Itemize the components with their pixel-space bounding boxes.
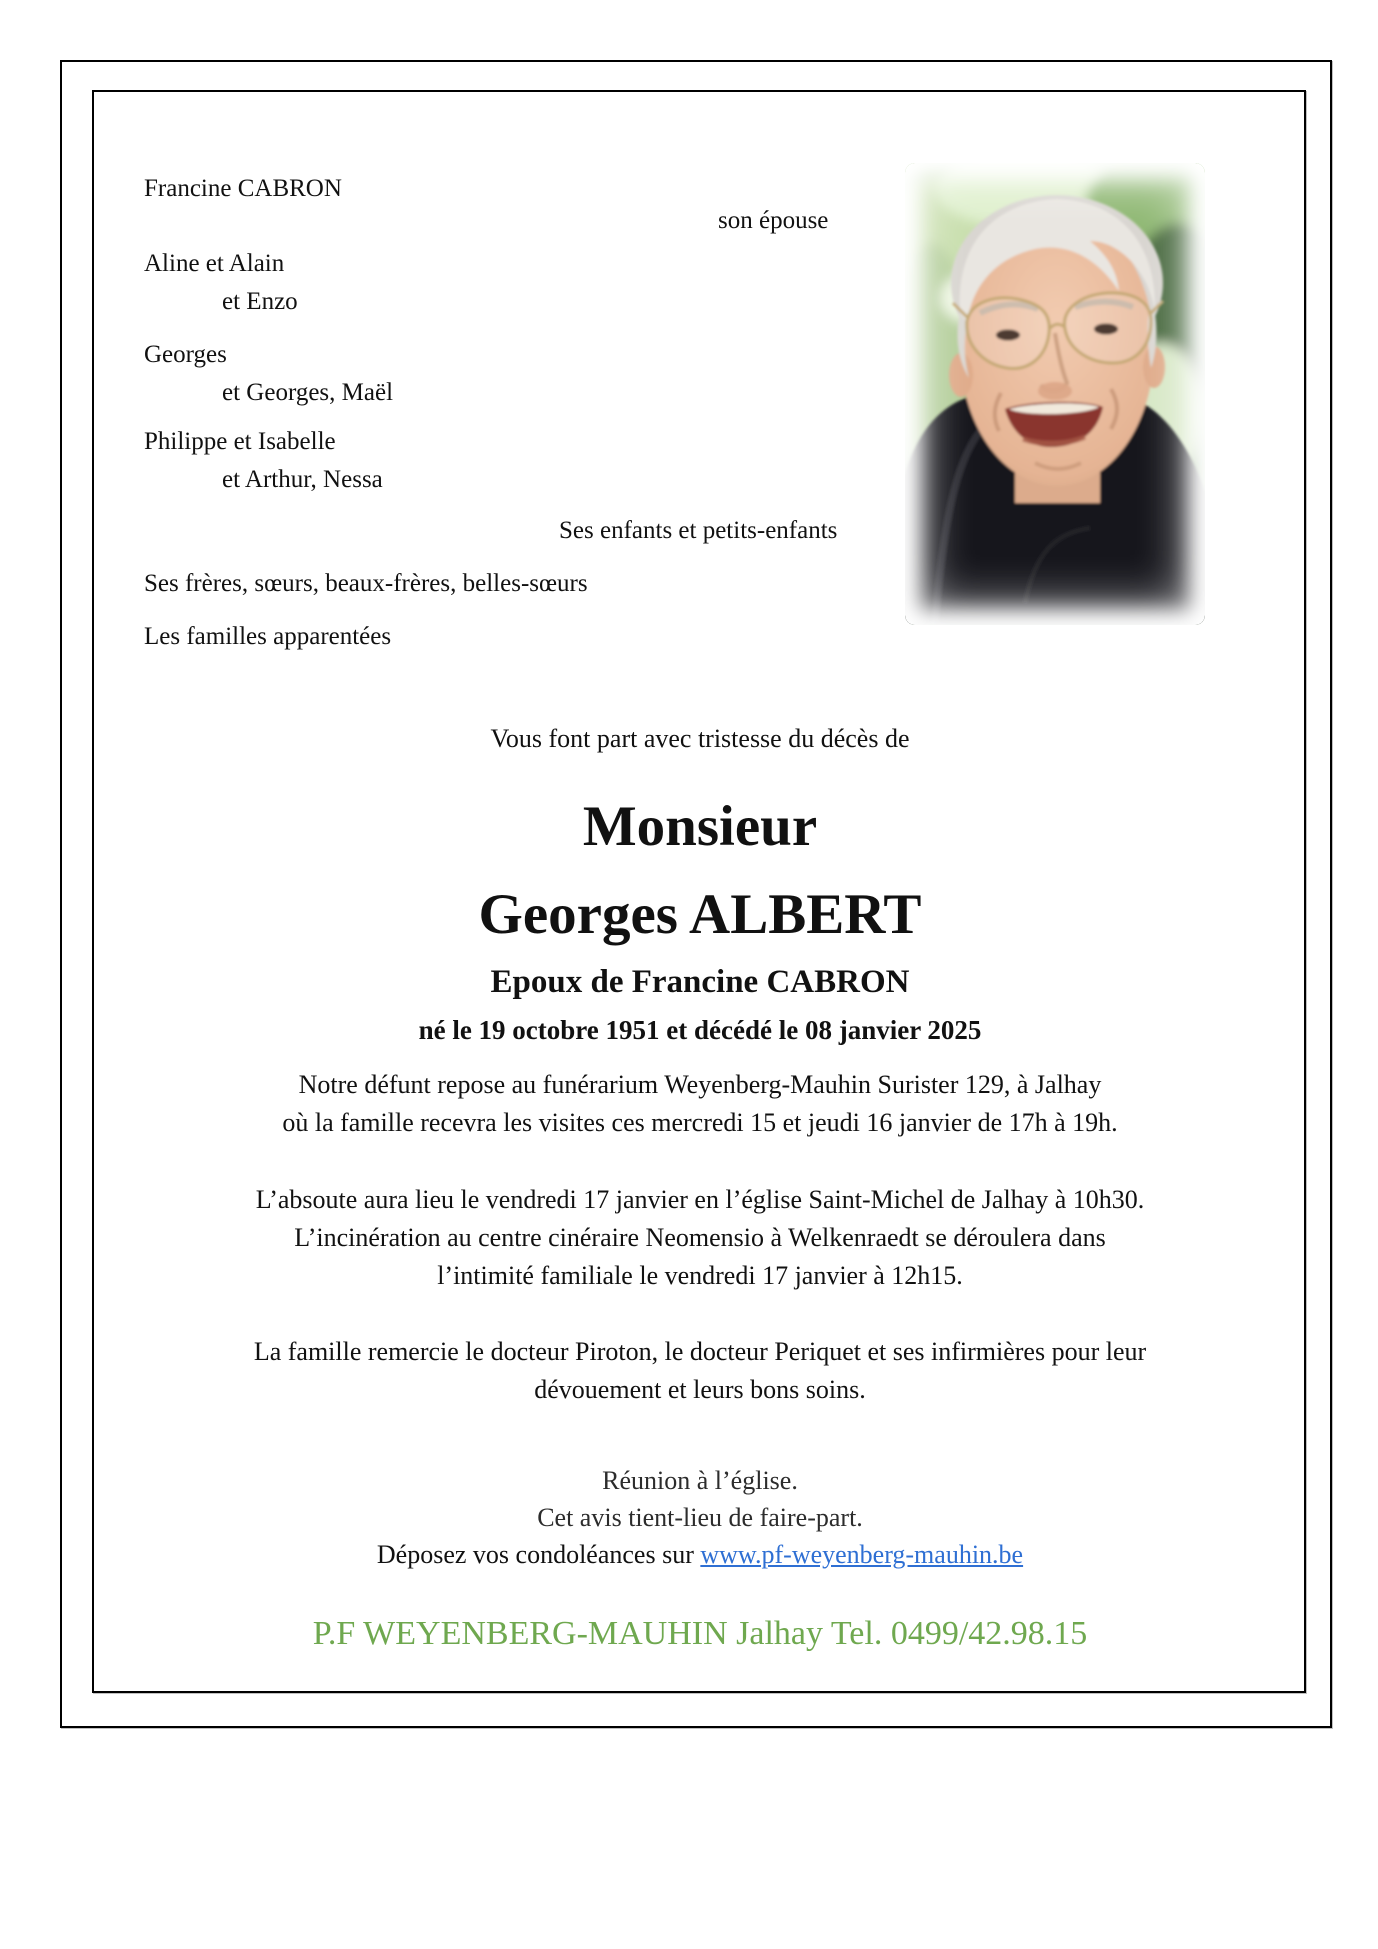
wife-name: Francine CABRON [144, 175, 342, 202]
deceased-spouse-line: Epoux de Francine CABRON [490, 964, 910, 1000]
child-row-names: Aline et Alain [144, 250, 285, 277]
ceremony-line-3: l’intimité familiale le vendredi 17 janvier à 12h15. [437, 1261, 963, 1290]
thanks-line-2: dévouement et leurs bons soins. [534, 1375, 866, 1404]
deceased-title: Monsieur [582, 795, 818, 858]
deceased-name: Georges ALBERT [478, 883, 922, 946]
deceased-dates-line: né le 19 octobre 1951 et décédé le 08 janvier 2025 [418, 1015, 982, 1045]
portrait-image [905, 163, 1205, 625]
thanks-line-1: La famille remercie le docteur Piroton, le docteur Periquet et ses infirmières pour leur [253, 1337, 1147, 1366]
ceremony-line-1: L’absoute aura lieu le vendredi 17 janvier en l’église Saint-Michel de Jalhay à 10h30. [255, 1185, 1145, 1214]
avis-notice: Cet avis tient-lieu de faire-part. [537, 1503, 863, 1532]
child-row-grandchildren: et Enzo [222, 288, 298, 315]
repose-line-2: où la famille recevra les visites ces mercredi 15 et jeudi 16 janvier de 17h à 19h. [282, 1108, 1118, 1137]
ceremony-paragraph [94, 1181, 1306, 1295]
portrait-photo [905, 163, 1205, 625]
condolences-link[interactable]: www.pf-weyenberg-mauhin.be [700, 1540, 1024, 1569]
children-relation-label: Ses enfants et petits-enfants [559, 517, 838, 544]
repose-paragraph [94, 1066, 1306, 1142]
repose-line-1: Notre défunt repose au funérarium Weyenberg-Mauhin Surister 129, à Jalhay [298, 1070, 1102, 1099]
announcement-intro: Vous font part avec tristesse du décès de [490, 724, 910, 753]
child-row-names: Georges [144, 341, 227, 368]
wife-relation-label: son épouse [718, 207, 829, 234]
related-families-line: Les familles apparentées [144, 623, 392, 650]
child-row-grandchildren: et Arthur, Nessa [222, 466, 383, 493]
condolences-prefix: Déposez vos condoléances sur [376, 1540, 701, 1569]
ceremony-line-2: L’incinération au centre cinéraire Neomensio à Welkenraedt se déroulera dans [294, 1223, 1106, 1252]
reunion-notice: Réunion à l’église. [602, 1466, 798, 1495]
funeral-home-footer: P.F WEYENBERG-MAUHIN Jalhay Tel. 0499/42.98.15 [312, 1615, 1088, 1652]
child-row-grandchildren: et Georges, Maël [222, 379, 394, 406]
thanks-paragraph [94, 1333, 1306, 1409]
condolences-line [94, 1540, 1306, 1570]
siblings-line: Ses frères, sœurs, beaux-frères, belles-sœurs [144, 570, 588, 597]
child-row-names: Philippe et Isabelle [144, 428, 336, 455]
